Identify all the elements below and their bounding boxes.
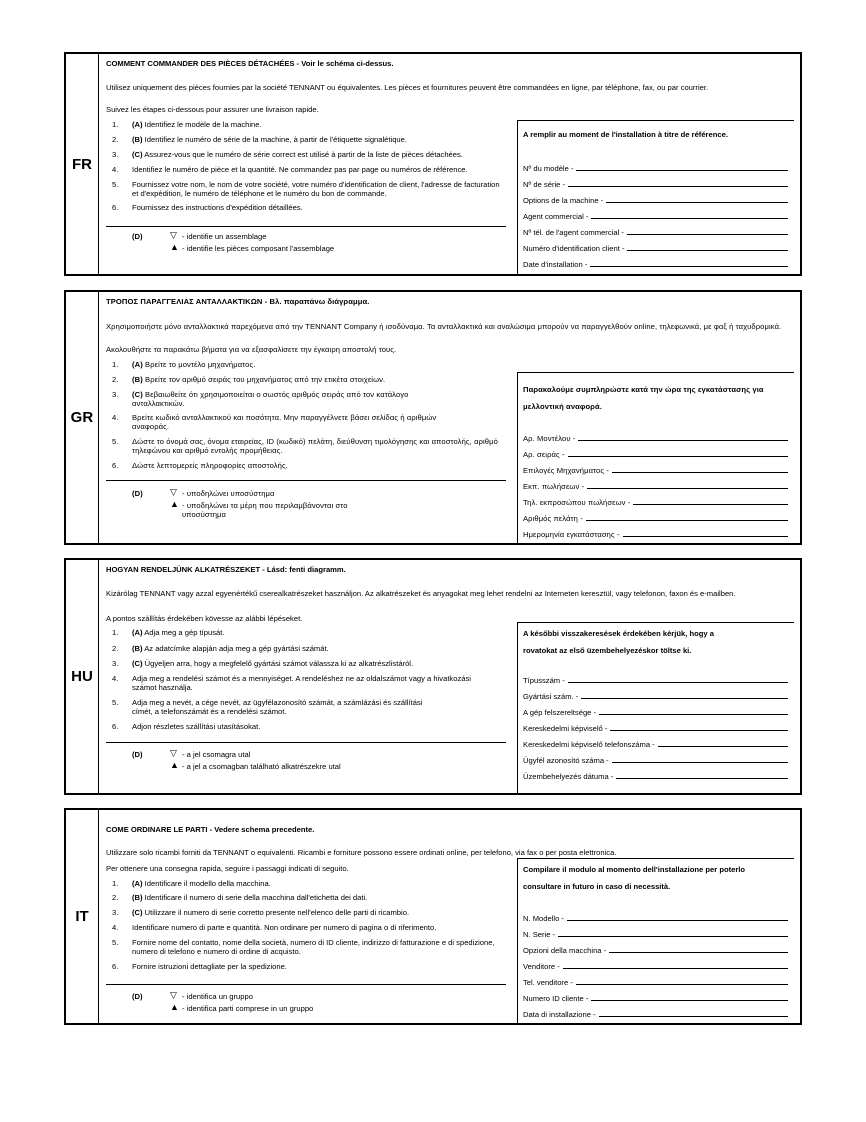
field-sales-rep-phone[interactable]: Τηλ. εκπροσώπου πωλήσεων - [523,495,788,507]
field-sales-rep-phone[interactable]: Tel. venditore - [523,975,788,987]
step-number: 2. [112,375,119,384]
step-tag: (B) [132,644,143,653]
step-tag: (C) [132,390,143,399]
step-number: 6. [112,962,119,971]
field-install-date[interactable]: Ημερομηνία εγκατάστασης - [523,527,788,539]
step-number: 4. [112,165,119,174]
step-number: 2. [112,893,119,902]
step-number: 1. [112,628,119,637]
field-sales-rep[interactable]: Venditore - [523,959,788,971]
step-text: Adjon részletes szállítási utasításokat. [132,722,261,731]
legend-parts-text: - identifica parti comprese in un gruppo [182,1004,314,1013]
step-text: Adja meg a nevét, a cége nevét, az ügyfélazonosító számát, a számlázási és szállítási címét, a telefonszámát és a rendelési számot. [132,698,423,716]
field-serial[interactable]: Nº de série - [523,177,788,189]
follow-text: Ακολουθήστε τα παρακάτω βήματα για να εξασφαλίσετε την έγκαιρη αποστολή τους. [106,345,397,354]
follow-text: A pontos szállítás érdekében kövesse az alábbi lépéseket. [106,614,303,623]
step-number: 4. [112,674,119,683]
step-number: 1. [112,120,119,129]
field-sales-rep[interactable]: Agent commercial - [523,209,788,221]
section-it [64,808,802,1025]
divider [106,480,506,481]
step-text: Assurez-vous que le numéro de série correct est utilisé à partir de la liste de pièces détachées. [142,150,463,159]
reference-title: A remplir au moment de l'installation à titre de référence. [523,130,728,139]
reference-box [517,120,794,274]
open-triangle-icon: ▽ [170,487,178,497]
step-text: Identifiez le modèle de la machine. [142,120,262,129]
legend-d-label: (D) [132,992,143,1001]
section-content [106,810,794,1023]
reference-box [517,372,794,543]
legend-parts-text: - identifie les pièces composant l'assemblage [182,244,335,253]
section-content [106,54,794,274]
step-text: Δώστε το όνομά σας, όνομα εταιρείας, ID (κωδικό) πελάτη, διεύθυνση τιμολόγησης και αποστολής, αριθμό τηλεφώνου και αριθμό εντολής προμήθειας. [132,437,498,455]
intro-text: Χρησιμοποιήστε μόνο ανταλλακτικά παρεχόμενα από την TENNANT Company ή ισοδύναμα. Τα ανταλλακτικά και αναλώσιμα μπορούν να παραγγελθούν online, τηλεφωνικά, με φαξ ή ταχυδρομικά. [106,322,782,331]
step-text: Βρείτε το μοντέλο μηχανήματος. [142,360,256,369]
step-text: Identificare il modello della macchina. [142,879,271,888]
step-number: 5. [112,437,119,446]
step-tag: (C) [132,908,143,917]
intro-text: Utilizzare solo ricambi forniti da TENNANT o equivalenti. Ricambi e forniture possono essere ordinati online, per telefono, via fax o per posta elettronica. [106,848,617,857]
step-tag: (B) [132,135,143,144]
step-text: Utilizzare il numero di serie corretto presente nell'elenco delle parti di ricambio. [142,908,410,917]
step-tag: (A) [132,879,143,888]
field-serial[interactable]: Gyártási szám. - [523,689,788,701]
section-hu [64,558,802,795]
field-options[interactable]: Options de la machine - [523,193,788,205]
field-customer-id[interactable]: Αριθμός πελάτη - [523,511,788,523]
step-tag: (B) [132,893,143,902]
step-text: Az adatcímke alapján adja meg a gép gyártási számát. [142,644,329,653]
step-tag: (A) [132,360,143,369]
step-number: 3. [112,908,119,917]
step-tag: (C) [132,659,143,668]
language-code: IT [66,810,99,1023]
solid-triangle-icon: ▲ [170,1002,179,1012]
field-options[interactable]: Opzioni della macchina - [523,943,788,955]
language-code: HU [66,560,99,793]
step-number: 2. [112,135,119,144]
step-text: Ügyeljen arra, hogy a megfelelő gyártási számot válassza ki az alkatrészlistáról. [142,659,414,668]
section-heading: COME ORDINARE LE PARTI - Vedere schema precedente. [106,825,315,834]
solid-triangle-icon: ▲ [170,760,179,770]
step-tag: (C) [132,150,143,159]
step-number: 1. [112,879,119,888]
step-number: 6. [112,461,119,470]
step-number: 5. [112,698,119,707]
step-tag: (A) [132,628,143,637]
reference-box [517,858,794,1023]
divider [106,226,506,227]
field-install-date[interactable]: Data di installazione - [523,1007,788,1019]
intro-text: Kizárólag TENNANT vagy azzal egyenértékű cserealkatrészeket használjon. Az alkatrészeket és anyagokat meg lehet rendelni az Interneten keresztül, vagy telefonon, faxon és e-mailben. [106,589,736,598]
legend-d-label: (D) [132,232,143,241]
field-options[interactable]: A gép felszereltsége - [523,705,788,717]
language-code: FR [66,54,99,274]
section-heading: ΤΡΟΠΟΣ ΠΑΡΑΓΓΕΛΙΑΣ ΑΝΤΑΛΛΑΚΤΙΚΩΝ - Βλ. παραπάνω διάγραμμα. [106,297,370,306]
field-sales-rep[interactable]: Εκπ. πωλήσεων - [523,479,788,491]
section-content [106,292,794,543]
step-number: 6. [112,203,119,212]
section-heading: HOGYAN RENDELJÜNK ALKATRÉSZEKET - Lásd: fenti diagramm. [106,565,346,574]
field-model[interactable]: Nº du modèle - [523,161,788,173]
reference-title: A későbbi visszakeresések érdekében kérjük, hogy a rovatokat az első üzembehelyezéskor töltse ki. [523,629,714,655]
step-text: Fornire istruzioni dettagliate per la spedizione. [132,962,287,971]
step-text: Βρείτε κωδικό ανταλλακτικού και ποσότητα. Μην παραγγέλνετε βάσει σελίδας ή αριθμών αναφοράς. [132,413,437,431]
step-text: Βρείτε τον αριθμό σειράς του μηχανήματος από την ετικέτα στοιχείων. [142,375,386,384]
step-text: Fornire nome del contatto, nome della società, numero di ID cliente, indirizzo di fatturazione e di spedizione, numero di telefono e numero di ordine di acquisto. [132,938,495,956]
field-sales-rep-phone[interactable]: Nº tél. de l'agent commercial - [523,225,788,237]
field-customer-id[interactable]: Numéro d'identification client - [523,241,788,253]
step-number: 3. [112,659,119,668]
language-code: GR [66,292,99,543]
field-install-date[interactable]: Üzembehelyezés dátuma - [523,769,788,781]
open-triangle-icon: ▽ [170,990,177,1000]
field-model[interactable]: N. Modello - [523,911,788,923]
field-serial[interactable]: Αρ. σειράς - [523,447,788,459]
step-number: 5. [112,180,119,189]
section-content [106,560,794,793]
follow-text: Suivez les étapes ci-dessous pour assurer une livraison rapide. [106,105,319,114]
step-text: Identificare il numero di serie della macchina dall'etichetta dei dati. [142,893,368,902]
field-sales-rep-phone[interactable]: Kereskedelmi képviselő telefonszáma - [523,737,788,749]
open-triangle-icon: ▽ [170,230,177,240]
legend-assembly-text: - identifica un gruppo [182,992,253,1001]
reference-title: Compilare il modulo al momento dell'installazione per poterlo consultare in futuro in caso di necessità. [523,865,746,891]
section-fr [64,52,802,276]
step-text: Fournissez votre nom, le nom de votre société, votre numéro d'identification de client, l'adresse de facturation et d'expédition, le numéro de téléphone et le numéro du bon de commande. [132,180,500,198]
field-serial[interactable]: N. Serie - [523,927,788,939]
divider [106,984,506,985]
section-heading: COMMENT COMMANDER DES PIÈCES DÉTACHÉES - Voir le schéma ci-dessus. [106,59,394,68]
step-number: 4. [112,923,119,932]
step-number: 6. [112,722,119,731]
legend-parts-text: - υποδηλώνει τα μέρη που περιλαμβάνονται στο υποσύστημα [182,501,348,519]
step-tag: (A) [132,120,143,129]
legend-d-label: (D) [132,750,143,759]
follow-text: Per ottenere una consegna rapida, seguire i passaggi indicati di seguito. [106,864,349,873]
step-number: 1. [112,360,119,369]
step-number: 2. [112,644,119,653]
step-tag: (B) [132,375,143,384]
reference-title: Παρακαλούμε συμπληρώστε κατά την ώρα της εγκατάστασης για μελλοντική αναφορά. [523,385,764,411]
step-text: Fournissez des instructions d'expédition détaillées. [132,203,303,212]
step-text: Adja meg a gép típusát. [142,628,225,637]
divider [106,742,506,743]
step-text: Identificare numero di parte e quantità. Non ordinare per numero di pagina o di riferimento. [132,923,437,932]
field-install-date[interactable]: Date d'installation - [523,257,788,269]
solid-triangle-icon: ▲ [170,499,180,509]
step-number: 5. [112,938,119,947]
field-options[interactable]: Επιλογές Μηχανήματος - [523,463,788,475]
intro-text: Utilisez uniquement des pièces fournies par la société TENNANT ou équivalentes. Les pièces et fournitures peuvent être commandées en ligne, par téléphone, fax, ou par courrier. [106,83,709,92]
field-sales-rep[interactable]: Kereskedelmi képviselő - [523,721,788,733]
field-customer-id[interactable]: Ügyfél azonosító száma - [523,753,788,765]
legend-assembly-text: - a jel csomagra utal [182,750,251,759]
field-model[interactable]: Αρ. Μοντέλου - [523,431,788,443]
step-number: 3. [112,390,119,399]
step-number: 4. [112,413,119,422]
legend-d-label: (D) [132,489,143,498]
step-text: Βεβαιωθείτε ότι χρησιμοποιείται ο σωστός αριθμός σειράς από τον κατάλογο ανταλλακτικών. [132,390,409,408]
legend-assembly-text: - υποδηλώνει υποσύστημα [182,489,275,498]
step-number: 3. [112,150,119,159]
field-customer-id[interactable]: Numero ID cliente - [523,991,788,1003]
field-model[interactable]: Típusszám - [523,673,788,685]
legend-assembly-text: - identifie un assemblage [182,232,267,241]
step-text: Δώστε λεπτομερείς πληροφορίες αποστολής. [132,461,288,470]
reference-box [517,622,794,793]
legend-parts-text: - a jel a csomagban található alkatrészekre utal [182,762,341,771]
step-text: Identifiez le numéro de série de la machine, à partir de l'étiquette signalétique. [142,135,407,144]
open-triangle-icon: ▽ [170,748,177,758]
step-text: Identifiez le numéro de pièce et la quantité. Ne commandez pas par page ou numéros de référence. [132,165,468,174]
solid-triangle-icon: ▲ [170,242,179,252]
section-gr [64,290,802,545]
step-text: Adja meg a rendelési számot és a mennyiséget. A rendeléshez ne az oldalszámot vagy a hivatkozási számot használja. [132,674,471,692]
